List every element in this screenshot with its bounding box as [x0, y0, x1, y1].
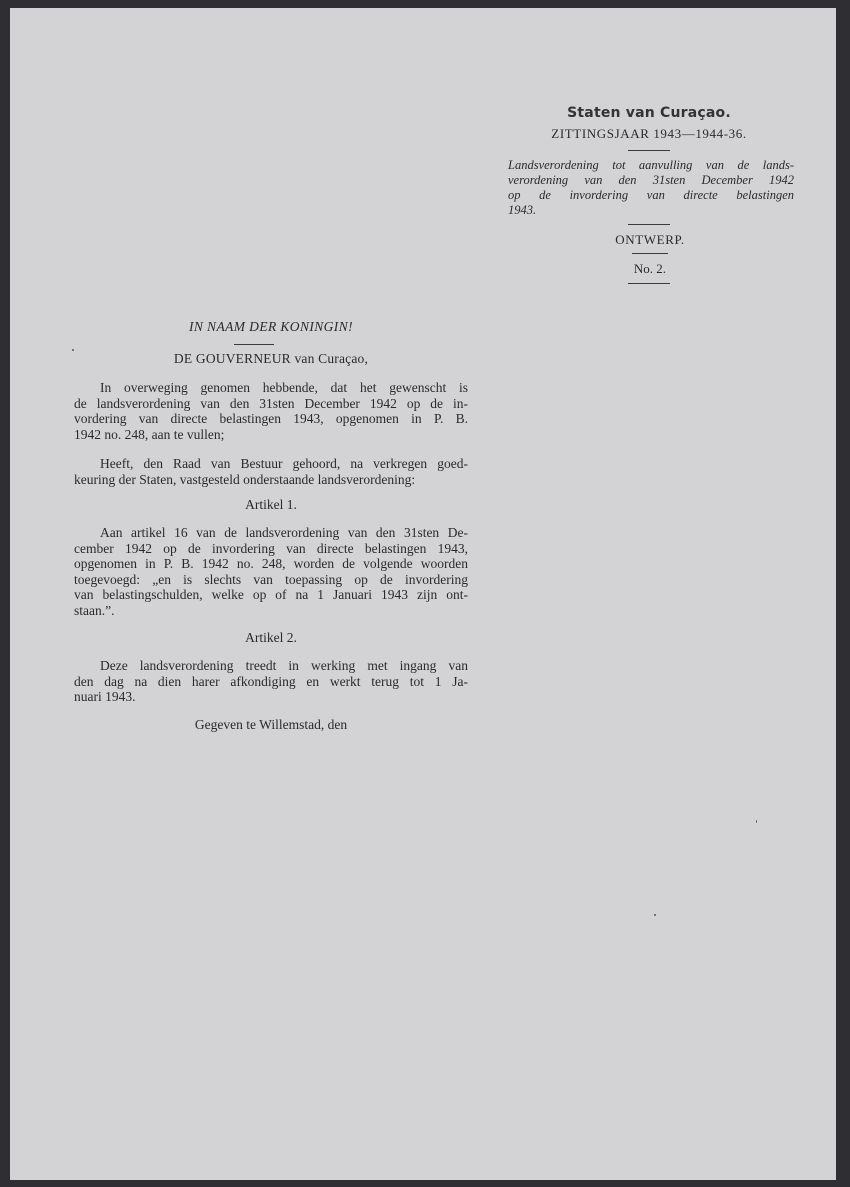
preamble-line: vordering van directe belastingen 1943, opgenomen in P. B.: [74, 411, 468, 427]
given-at-line: Gegeven te Willemstad, den: [194, 717, 348, 732]
enactment-line: keuring der Staten, vastgesteld onderstaande landsverordening:: [74, 471, 416, 487]
article-1-line: opgenomen in P. B. 1942 no. 248, worden de volgende woorden: [74, 556, 468, 572]
subject-line: op de invordering van directe belastingen: [508, 188, 794, 202]
article-2-line: nuari 1943.: [74, 689, 136, 705]
session-line: ZITTINGSJAAR 1943—1944-36.: [551, 126, 747, 141]
article-1-line: cember 1942 op de invordering van directe belastingen 1943,: [74, 540, 468, 556]
article-2-text: [74, 658, 468, 705]
article-1-heading: Artikel 1.: [245, 497, 297, 512]
subject-line: Landsverordening tot aanvulling van de lands-: [508, 158, 794, 172]
paper-speck: [654, 914, 656, 916]
paper-speck: [72, 349, 74, 351]
preamble-paragraph: [74, 380, 468, 442]
header-rule-3: [632, 253, 668, 254]
governor-line: DE GOUVERNEUR van Curaçao,: [173, 351, 369, 366]
header-rule-2: [628, 224, 670, 225]
paper-speck: [756, 820, 757, 823]
enactment-line: Heeft, den Raad van Bestuur gehoord, na verkregen goed-: [100, 456, 468, 471]
enactment-paragraph: [74, 456, 468, 487]
article-1-line: Aan artikel 16 van de landsverordening van den 31sten De-: [100, 525, 468, 540]
subject-line: 1943.: [508, 203, 537, 217]
royal-invocation: IN NAAM DER KONINGIN!: [188, 319, 353, 334]
preamble-line: 1942 no. 248, aan te vullen;: [74, 426, 225, 442]
ordinance-subject: [508, 158, 794, 218]
preamble-line: In overweging genomen hebbende, dat het gewenscht is: [100, 380, 468, 395]
header-rule-4: [628, 283, 670, 284]
article-2-heading: Artikel 2.: [245, 630, 297, 645]
preamble-line: de landsverordening van den 31sten December 1942 op de in-: [74, 395, 468, 411]
invocation-rule: [234, 344, 274, 345]
article-1-text: [74, 525, 468, 619]
subject-line: verordening van den 31sten December 1942: [508, 173, 794, 187]
draft-number: No. 2.: [633, 261, 667, 276]
article-2-line: den dag na dien harer afkondiging en werkt terug tot 1 Ja-: [74, 673, 468, 689]
article-1-line: staan.”.: [74, 602, 115, 618]
header-rule-1: [628, 150, 670, 151]
article-1-line: van belastingschulden, welke op of na 1 Januari 1943 zijn ont-: [74, 587, 468, 603]
document-page: [10, 8, 836, 1180]
draft-label: ONTWERP.: [615, 232, 685, 247]
parliament-title: Staten van Curaçao.: [567, 105, 731, 121]
article-2-line: Deze landsverordening treedt in werking met ingang van: [100, 658, 468, 673]
article-1-line: toegevoegd: „en is slechts van toepassing op de invordering: [74, 571, 468, 587]
